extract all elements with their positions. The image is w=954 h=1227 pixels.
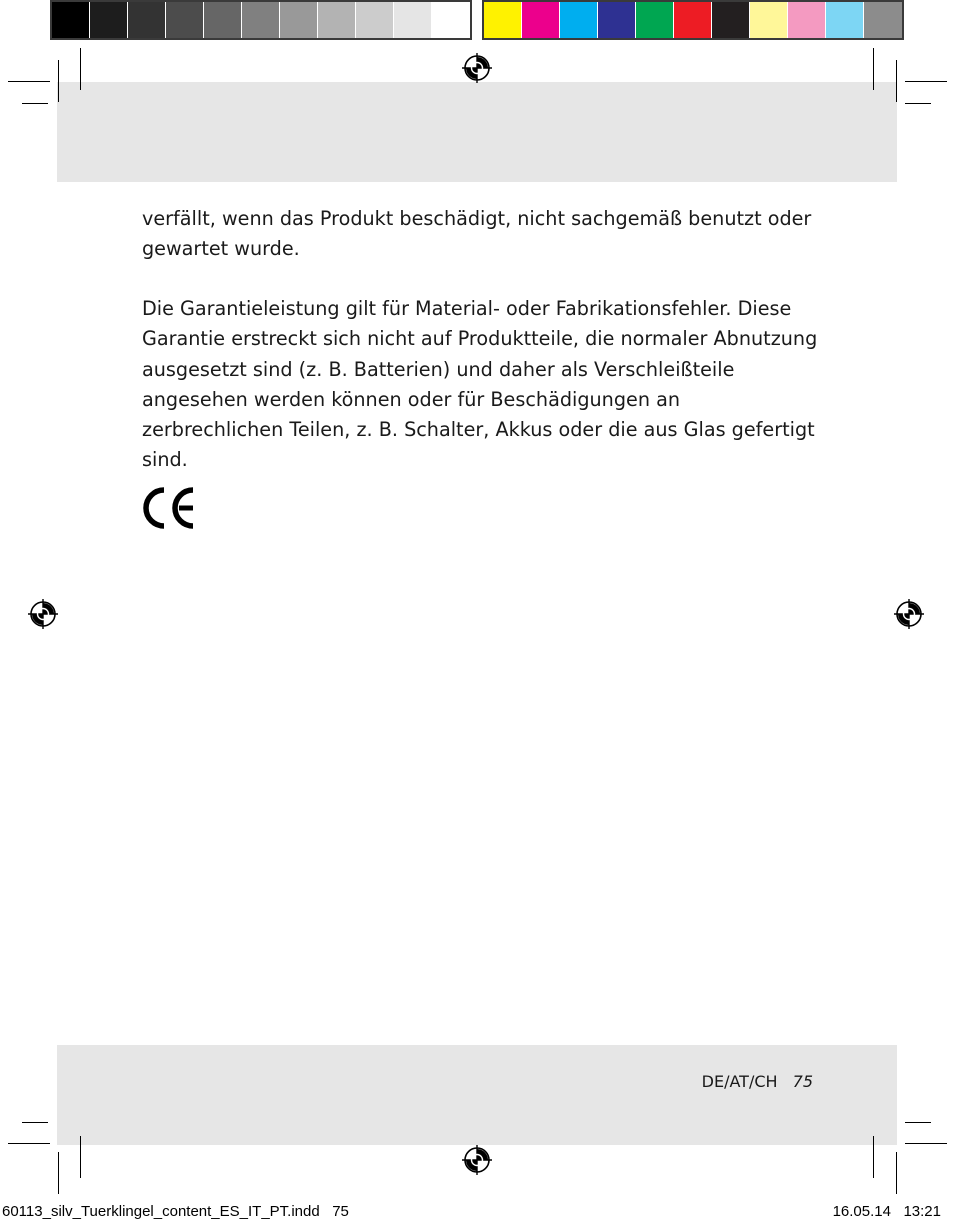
crop-mark (22, 103, 48, 104)
footer-band (57, 1045, 897, 1145)
crop-mark (896, 60, 897, 102)
registration-mark-icon (894, 599, 924, 629)
crop-mark (80, 1136, 81, 1178)
crop-mark (905, 1122, 931, 1123)
color-swatch (826, 2, 864, 38)
color-swatch (484, 2, 522, 38)
grayscale-color-bar (50, 0, 472, 40)
color-swatch (128, 2, 166, 38)
paragraph-text: verfällt, wenn das Produkt beschädigt, nicht sachgemäß benutzt oder gewartet wurde. (142, 207, 812, 261)
registration-mark-icon (462, 53, 492, 83)
crop-mark (22, 1122, 48, 1123)
slug-date-info: 16.05.14 13:21 (832, 1203, 941, 1220)
crop-mark (8, 81, 50, 82)
crop-mark (8, 1143, 50, 1144)
crop-mark (80, 48, 81, 90)
crop-mark (873, 1136, 874, 1178)
color-swatch (166, 2, 204, 38)
crop-mark (896, 1152, 897, 1194)
crop-mark (905, 81, 947, 82)
page-footer (702, 1072, 813, 1091)
color-swatch (432, 2, 470, 38)
crop-mark (905, 103, 931, 104)
color-swatch (394, 2, 432, 38)
region-label: DE/AT/CH (701, 1072, 778, 1091)
color-swatch (560, 2, 598, 38)
color-swatch (318, 2, 356, 38)
color-swatch (204, 2, 242, 38)
registration-mark-icon (28, 599, 58, 629)
header-band (57, 82, 897, 182)
color-swatch (522, 2, 560, 38)
body-paragraph-2 (142, 294, 822, 476)
color-swatch (242, 2, 280, 38)
color-swatch (52, 2, 90, 38)
color-swatch (636, 2, 674, 38)
process-color-bar (482, 0, 904, 40)
color-swatch (788, 2, 826, 38)
ce-mark-icon (140, 487, 198, 533)
paragraph-text: Die Garantieleistung gilt für Material- oder Fabrikationsfehler. Diese Garantie erstreckt sich nicht auf Produktteile, die normaler Abnutzung ausgesetzt sind (z. B. Batterien) und daher als Verschleißteile angesehen werden können oder für Beschädigungen an zerbrechlichen Teilen, z. B. Schalter, Akkus oder die aus Glas gefertigt sind. (142, 297, 818, 472)
color-swatch (90, 2, 128, 38)
color-swatch (674, 2, 712, 38)
color-swatch (356, 2, 394, 38)
body-paragraph-1 (142, 204, 822, 265)
slug-file-info: 60113_silv_Tuerklingel_content_ES_IT_PT.indd 75 (2, 1203, 349, 1220)
registration-mark-icon (462, 1145, 492, 1175)
color-swatch (864, 2, 902, 38)
crop-mark (905, 1143, 947, 1144)
color-swatch (712, 2, 750, 38)
crop-mark (58, 1152, 59, 1194)
color-swatch (598, 2, 636, 38)
color-swatch (280, 2, 318, 38)
crop-mark (873, 48, 874, 90)
page-number: 75 (792, 1072, 813, 1091)
color-swatch (750, 2, 788, 38)
crop-mark (58, 60, 59, 102)
